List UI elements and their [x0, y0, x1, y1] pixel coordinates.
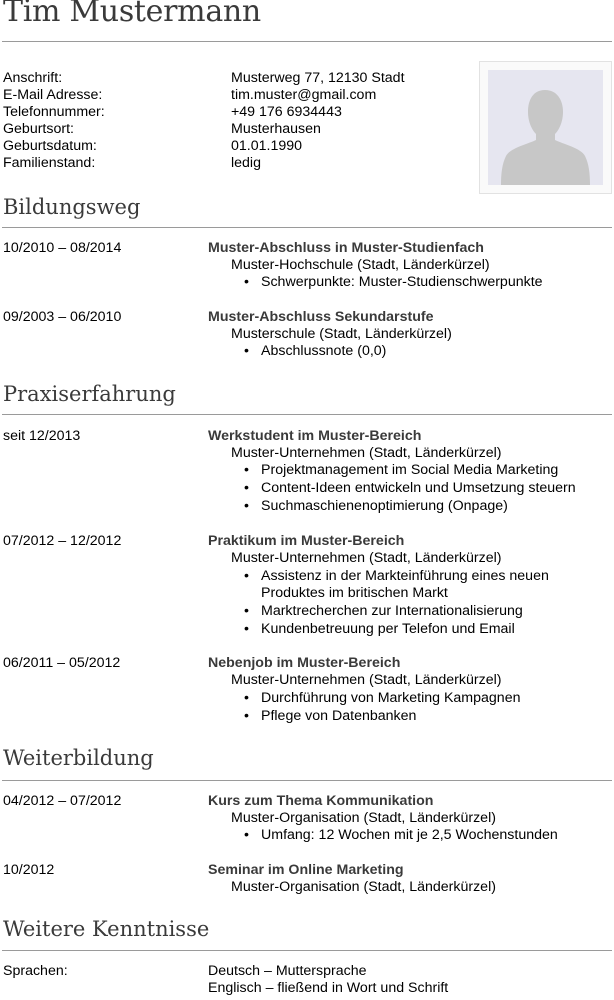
section-title-experience: Praxiserfahrung [3, 382, 176, 406]
section-title-skills: Weitere Kenntnisse [3, 917, 210, 941]
bullet-continuation: Produktes im britischen Markt [261, 585, 448, 601]
entry-organization: Muster-Unternehmen (Stadt, Länderkürzel) [231, 550, 502, 566]
language-item: Englisch – fließend in Wort und Schrift [208, 980, 449, 996]
entry-date: 04/2012 – 07/2012 [3, 793, 122, 809]
label-email: E-Mail Adresse: [3, 87, 103, 103]
label-address: Anschrift: [3, 70, 63, 86]
label-phone: Telefonnummer: [3, 104, 105, 120]
divider [2, 950, 612, 951]
entry-date: seit 12/2013 [3, 428, 81, 444]
entry-title: Praktikum im Muster-Bereich [208, 533, 405, 549]
bullet-item: • Suchmaschienenoptimierung (Onpage) [261, 498, 508, 516]
label-marital-status: Familienstand: [3, 155, 96, 171]
value-address: Musterweg 77, 12130 Stadt [231, 70, 405, 86]
value-birthplace: Musterhausen [231, 121, 321, 137]
bullet-item: • Assistenz in der Markteinführung eines neuen [261, 568, 549, 586]
entry-organization: Muster-Unternehmen (Stadt, Länderkürzel) [231, 672, 502, 688]
entry-organization: Muster-Organisation (Stadt, Länderkürzel) [231, 810, 496, 826]
divider [2, 227, 612, 228]
bullet-item: • Abschlussnote (0,0) [261, 343, 386, 361]
value-phone: +49 176 6934443 [231, 104, 342, 120]
bullet-item: • Pflege von Datenbanken [261, 708, 416, 726]
page-title: Tim Mustermann [3, 0, 261, 29]
bullet-item: • Projektmanagement im Social Media Marketing [261, 462, 558, 480]
entry-organization: Muster-Organisation (Stadt, Länderkürzel) [231, 879, 496, 895]
entry-title: Kurs zum Thema Kommunikation [208, 793, 434, 809]
entry-title: Muster-Abschluss in Muster-Studienfach [208, 240, 484, 256]
language-item: Deutsch – Muttersprache [208, 963, 367, 979]
entry-date: 09/2003 – 06/2010 [3, 309, 122, 325]
entry-title: Muster-Abschluss Sekundarstufe [208, 309, 434, 325]
entry-title: Seminar im Online Marketing [208, 862, 404, 878]
person-silhouette-icon [488, 70, 603, 185]
bullet-item: • Durchführung von Marketing Kampagnen [261, 690, 520, 708]
divider [2, 414, 612, 415]
entry-organization: Muster-Hochschule (Stadt, Länderkürzel) [231, 257, 490, 273]
bullet-item: • Umfang: 12 Wochen mit je 2,5 Wochenstunden [261, 827, 558, 845]
bullet-item: • Content-Ideen entwickeln und Umsetzung steuern [261, 480, 576, 498]
entry-organization: Muster-Unternehmen (Stadt, Länderkürzel) [231, 445, 502, 461]
value-marital-status: ledig [231, 155, 261, 171]
value-birthdate: 01.01.1990 [231, 138, 303, 154]
value-email: tim.muster@gmail.com [231, 87, 377, 103]
divider [2, 780, 612, 781]
entry-title: Nebenjob im Muster-Bereich [208, 655, 401, 671]
entry-title: Werkstudent im Muster-Bereich [208, 428, 422, 444]
bullet-item: • Marktrecherchen zur Internationalisierung [261, 603, 523, 621]
skills-label-languages: Sprachen: [3, 963, 68, 979]
label-birthplace: Geburtsort: [3, 121, 74, 137]
entry-organization: Musterschule (Stadt, Länderkürzel) [231, 326, 452, 342]
entry-date: 07/2012 – 12/2012 [3, 533, 122, 549]
profile-photo [479, 61, 612, 194]
entry-date: 06/2011 – 05/2012 [3, 655, 121, 671]
bullet-item: • Kundenbetreuung per Telefon und Email [261, 621, 515, 639]
divider [2, 41, 612, 42]
bullet-item: • Schwerpunkte: Muster-Studienschwerpunkte [261, 274, 543, 292]
entry-date: 10/2012 [3, 862, 55, 878]
label-birthdate: Geburtsdatum: [3, 138, 97, 154]
section-title-training: Weiterbildung [3, 746, 154, 770]
section-title-education: Bildungsweg [3, 195, 141, 219]
entry-date: 10/2010 – 08/2014 [3, 240, 122, 256]
